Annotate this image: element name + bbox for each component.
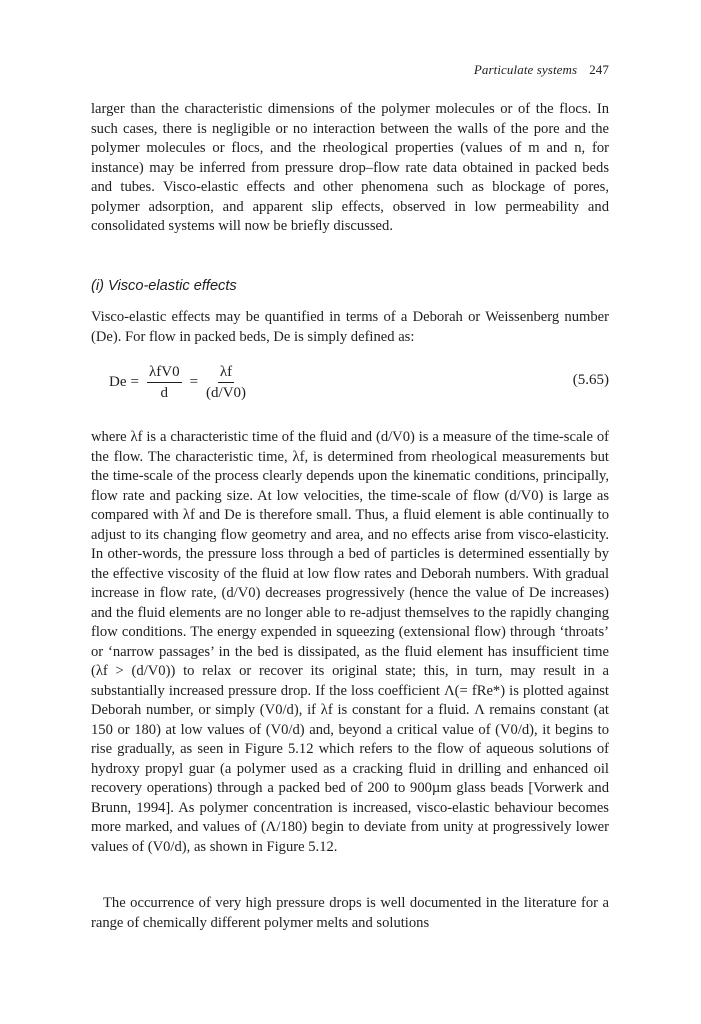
paragraph-2: Visco-elastic effects may be quantified in terms of a Deborah or Weissenberg number (De). For flow in packed beds, De is simply defined as: [91,309,609,345]
equation-5-65 [91,358,609,406]
equation-number: (5.65) [572,372,609,388]
equals-sign: = [189,373,199,390]
paragraph-1: larger than the characteristic dimensions of the polymer molecules or of the flocs. In such cases, there is negligible or no interaction between the walls of the pore and the polymer molecules or flocs, and the rheological properties (values of m and n, for instance) may be inferred from pressure drop–flow rate data obtained in packed beds and tubes. Visco-elastic effects and other phenomena such as blockage of pores, polymer adsorption, and apparent slip effects, observed in low permeability and consolidated systems will now be briefly discussed. [91,101,609,234]
paragraph-3: where λf is a characteristic time of the fluid and (d/V0) is a measure of the time-scale of the flow. The characteristic time, λf, is determined from rheological measurements but the time-scale of the process clearly depends upon the kinematic conditions, principally, flow rate and packing size. At low velocities, the time-scale of flow (d/V0) is large as compared with λf and De is therefore small. Thus, a fluid element is able continually to adjust to its changing flow geometry and area, and no effects arise from visco-elasticity. In other-words, the pressure loss through a bed of particles is determined essentially by the effective viscosity of the fluid at low flow rates and Deborah numbers. With gradual increase in flow rate, (d/V0) decreases progressively (hence the value of De increases) and the fluid elements are no longer able to re-adjust themselves to the rapidly changing flow conditions. The energy expended in squeezing (extensional flow) through ‘throats’ or ‘narrow passages’ in the bed is dissipated, as the fluid element has insufficient time (λf > (d/V0)) to relax or recover its original state; this, in turn, may result in a substantially increased pressure drop. If the loss coefficient Λ(= fRe*) is plotted against Deborah number, or simply (V0/d), if λf is constant for a fluid. Λ remains constant (at 150 or 180) at low values of (V0/d) and, beyond a critical value of (V0/d), it begins to rise gradually, as seen in Figure 5.12 which refers to the flow of aqueous solutions of hydroxy propyl guar (a polymer used as a cracking fluid in drilling and enhanced oil recovery operations) through a packed bed of 200 to 900µm glass beads [Vorwerk and Brunn, 1994]. As polymer concentration is increased, visco-elastic behaviour becomes more marked, and values of (Λ/180) begin to deviate from unity at progressively lower values of (V0/d), as shown in Figure 5.12. [91,429,609,855]
section-heading: (i) Visco-elastic effects [91,278,237,294]
fraction-1 [147,363,182,402]
equals-sign: = [130,373,139,390]
paragraph-4: The occurrence of very high pressure drops is well documented in the literature for a range of chemically different polymer melts and solutions [91,895,609,931]
fraction-2-numerator: λf [218,363,234,383]
fraction-2 [206,363,246,402]
running-head [91,62,609,78]
running-title: Particulate systems [473,62,578,77]
fraction-1-numerator: λfV0 [147,363,182,383]
equation-lhs: De [109,373,127,390]
page-number: 247 [589,62,609,77]
fraction-1-denominator: d [160,384,169,401]
fraction-2-denominator: (d/V0) [206,384,247,401]
equation-body [109,358,250,406]
